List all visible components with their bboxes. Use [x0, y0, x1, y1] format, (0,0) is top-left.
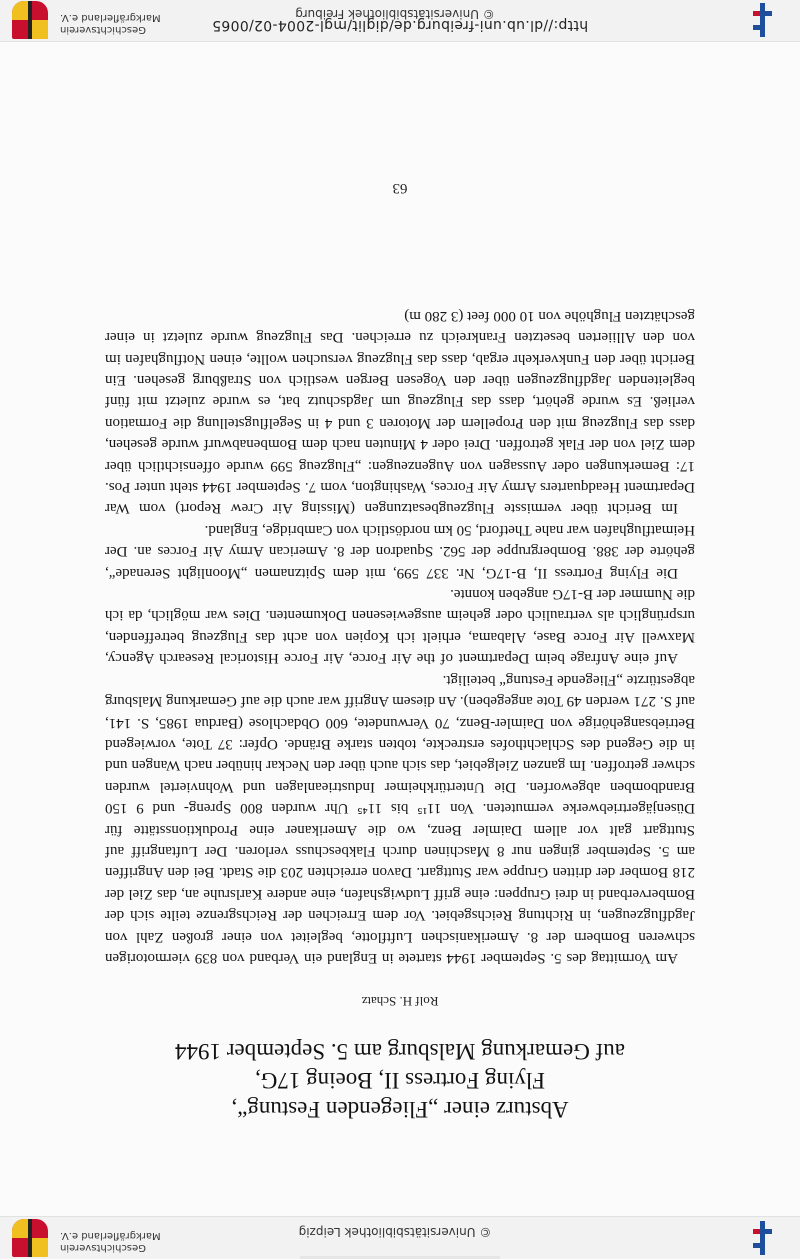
- paragraph: Am Vormittag des 5. September 1944 startete in England ein Verband von 839 viermotorigen schweren Bombern der 8. Amerikanischen Luftflotte, begleitet von einer großen Zahl von Jagdflugzeugen, in Richtung Reichsgebiet. Vor dem Erreichen der Reichsgrenze teilte sich der Bomberverband in drei Gruppen: eine griff Ludwigshafen, eine andere Karlsruhe an, das Ziel der 218 Bomber der dritten Gruppe war Stuttgart. Davon erreichten 203 die Stadt. Bei den Angriffen am 5. September gingen nur 8 Maschinen durch Flakbeschuss verloren. Der Luftangriff auf Stuttgart galt vor allem Daimler Benz, wo die Amerikaner eine Produktionsstätte für Düsenjägertriebwerke vermuteten. Von 11¹⁵ bis 11⁴⁵ Uhr wurden 800 Spreng- und 9 150 Brandbomben abgeworfen. Die Untertürkheimer Industrieanlagen und Wohnviertel wurden schwer getroffen. Im ganzen Zielgebiet, das sich auch über den Neckar hinüber nach Wangen und in die Gegend des Schlachthofes erstreckte, tobten starke Brände. Opfer: 37 Tote, vorwiegend Betriebsangehörige von Daimler-Benz, 70 Verwundete, 600 Obdachlose (Bardua 1985, S. 141, auf S. 271 werden 49 Tote angegeben). An diesem Angriff war auch die auf Gemarkung Malsburg abgestürzte „Fliegende Festung“ beteiligt.: [105, 671, 695, 966]
- library-footer-bar: [0, 0, 800, 42]
- coat-of-arms-icon: [12, 1, 48, 39]
- title-line-1: Absturz einer „Fliegenden Festung“,: [231, 1097, 569, 1122]
- copyright-notice-top: © Universitätsbibliothek Leipzig: [298, 1225, 492, 1239]
- library-header-bar: [0, 1216, 800, 1259]
- paragraph: Auf eine Anfrage beim Department of the Air Force, Air Force Historical Research Agency, Maxwell Air Force Base, Alabama, erhielt ich Kopien von acht das Flugzeug betreffenden, ursprünglich als vertraulich oder geheim ausgewiesenen Dokumenten. Dies war möglich, da ich die Nummer der B-17G angeben konnte.: [105, 586, 695, 667]
- university-library-logo: [754, 3, 772, 37]
- article-body: [105, 304, 695, 968]
- page-number: 63: [392, 180, 408, 196]
- paragraph: Die Flying Fortress II, B-17G, Nr. 337 599, mit dem Spitznamen „Moonlight Serenade“, gehörte der 388. Bombergruppe der 562. Squadron der 8. American Army Air Forces an. Der Heimatflughafen war nahe Thetford, 50 km nordöstlich von Cambridge, England.: [105, 521, 695, 581]
- paragraph: Im Bericht über vermisste Flugzeugbesatzungen (Missing Air Crew Report) vom War Department Headquarters Army Air Forces, Washington, vom 7. September 1944 steht unter Pos. 17: Bemerkungen oder Aussagen von Augenzeugen: „Flugzeug 599 wurde offensichtlich über dem Ziel von der Flak getroffen. Drei oder 4 Minuten nach dem Bombenabwurf wurde gesehen, dass das Flugzeug mit den Propellern der Motoren 3 und 4 in Segelflugstellung die Formation verließ. Es wurde gehört, dass das Flugzeug um Jagdschutz bat, es wurde zuletzt mit fünf begleitenden Jagdflugzeugen über den Vogesen Bergen westlich von Straßburg gesehen. Ein Bericht über den Funkverkehr ergab, dass das Flugzeug versuchen wollte, einen Notflughafen im von den Alliierten besetzten Frankreich zu erreichen. Das Flugzeug wurde zuletzt in einer geschätzten Flughöhe von 10 000 feet (3 280 m): [105, 307, 695, 517]
- copyright-notice-bottom: © Universitätsbibliothek Freiburg: [295, 7, 495, 21]
- document-url-link[interactable]: http://dl.ub.uni-freiburg.de/diglit/mgl-2004-02/0065: [211, 17, 589, 33]
- university-library-logo: [754, 1221, 772, 1255]
- coat-of-arms-icon: [12, 1219, 48, 1257]
- article-title: [60, 1037, 740, 1124]
- article-author: Rolf H. Schatz: [361, 994, 439, 1009]
- title-line-3: auf Gemarkung Malsburg am 5. September 1944: [175, 1039, 625, 1064]
- society-name-bottom: Geschichtsverein Markgräflerland e.V.: [60, 12, 161, 35]
- society-name-top: Geschichtsverein Markgräflerland e.V.: [60, 1230, 161, 1253]
- title-line-2: Flying Fortress II, Boeing 17G,: [254, 1068, 546, 1093]
